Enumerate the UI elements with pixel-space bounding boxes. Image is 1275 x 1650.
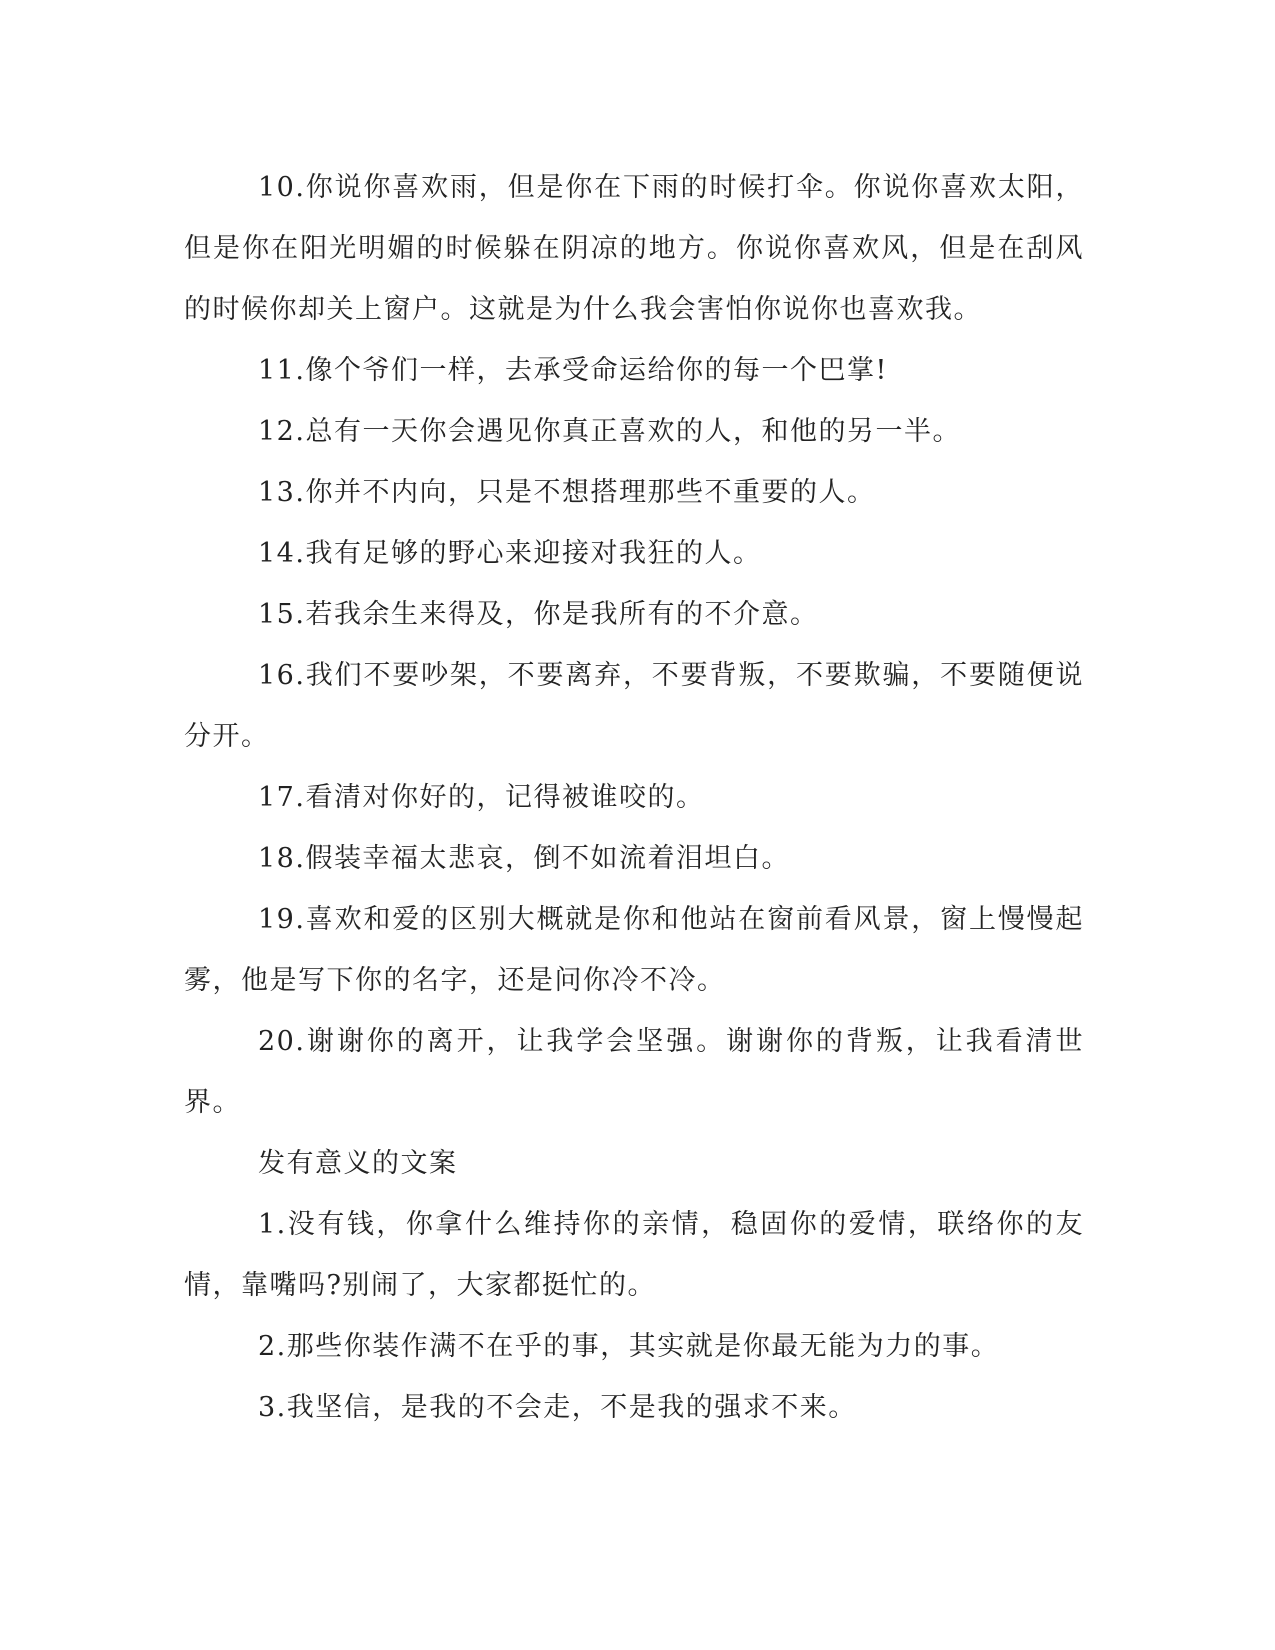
paragraph-13: 13.你并不内向，只是不想搭理那些不重要的人。 <box>258 477 876 508</box>
paragraph-1: 1.没有钱，你拿什么维持你的亲情，稳固你的爱情，联络你的友情，靠嘴吗?别闹了，大家都挺忙的。 <box>184 1209 1084 1301</box>
section-heading: 发有意义的文案 <box>258 1148 458 1179</box>
paragraph-11: 11.像个爷们一样，去承受命运给你的每一个巴掌! <box>258 355 888 386</box>
paragraph-17: 17.看清对你好的，记得被谁咬的。 <box>258 782 705 813</box>
paragraph-3: 3.我坚信，是我的不会走，不是我的强求不来。 <box>258 1392 857 1423</box>
paragraph-16: 16.我们不要吵架，不要离弃，不要背叛，不要欺骗，不要随便说分开。 <box>184 660 1084 752</box>
paragraph-20: 20.谢谢你的离开，让我学会坚强。谢谢你的背叛，让我看清世界。 <box>184 1026 1084 1118</box>
paragraph-18: 18.假装幸福太悲哀，倒不如流着泪坦白。 <box>258 843 790 874</box>
paragraph-12: 12.总有一天你会遇见你真正喜欢的人，和他的另一半。 <box>258 416 961 447</box>
document-page <box>184 157 1084 1438</box>
paragraph-2: 2.那些你装作满不在乎的事，其实就是你最无能为力的事。 <box>258 1331 1000 1362</box>
paragraph-14: 14.我有足够的野心来迎接对我狂的人。 <box>258 538 762 569</box>
paragraph-15: 15.若我余生来得及，你是我所有的不介意。 <box>258 599 819 630</box>
paragraph-10: 10.你说你喜欢雨，但是你在下雨的时候打伞。你说你喜欢太阳，但是你在阳光明媚的时候躲在阴凉的地方。你说你喜欢风，但是在刮风的时候你却关上窗户。这就是为什么我会害怕你说你也喜欢我。 <box>184 172 1084 325</box>
paragraph-19: 19.喜欢和爱的区别大概就是你和他站在窗前看风景，窗上慢慢起雾，他是写下你的名字，还是问你冷不冷。 <box>184 904 1084 996</box>
